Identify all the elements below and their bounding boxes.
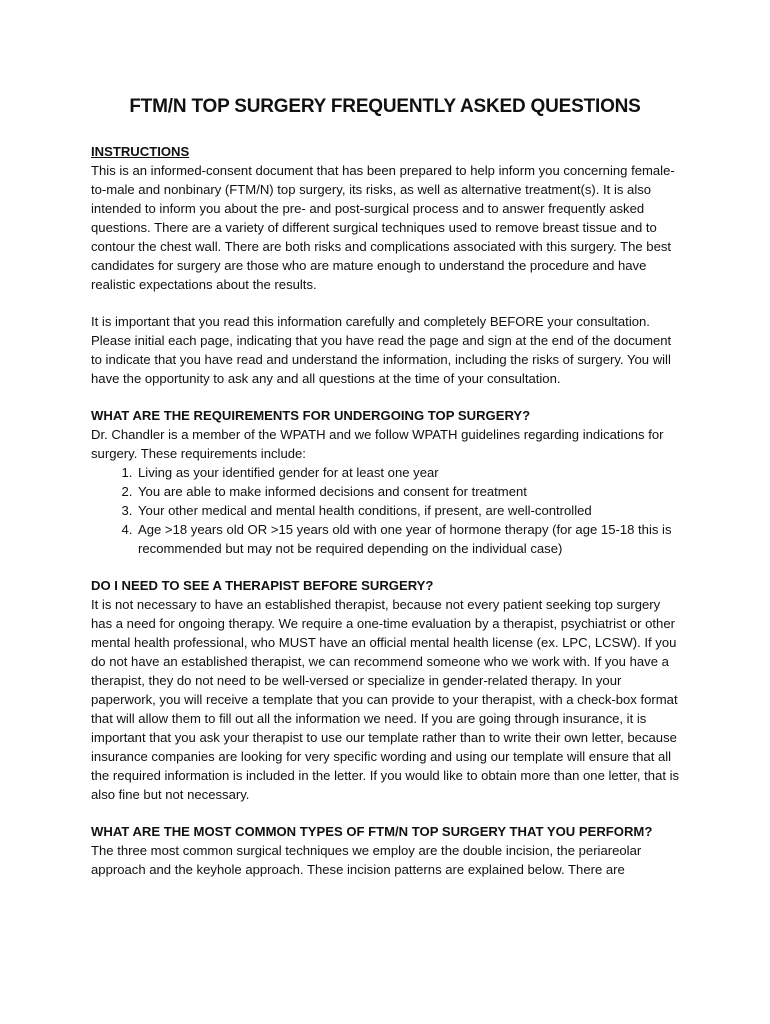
list-item: 4. Age >18 years old OR >15 years old with one year of hormone therapy (for age 15-18 this is recommended but may not be required depending on the individual case) bbox=[136, 520, 681, 558]
surgery-types-section bbox=[91, 822, 681, 879]
document-body bbox=[91, 142, 681, 879]
therapist-heading: DO I NEED TO SEE A THERAPIST BEFORE SURGERY? bbox=[91, 578, 434, 593]
list-item: 1. Living as your identified gender for at least one year bbox=[136, 463, 681, 482]
surgery-types-paragraph: The three most common surgical techniques we employ are the double incision, the periareolar approach and the keyhole approach. These incision patterns are explained below. There are bbox=[91, 843, 642, 877]
instructions-paragraph-2: It is important that you read this information carefully and completely BEFORE your consultation. Please initial each page, indicating that you have read the page and sign at the end of the document to indicate that you have read and understand the information, including the risks of surgery. You will have the opportunity to ask any and all questions at the time of your consultation. bbox=[91, 314, 672, 386]
page-title: FTM/N TOP SURGERY FREQUENTLY ASKED QUESTIONS bbox=[129, 96, 641, 117]
surgery-types-heading: WHAT ARE THE MOST COMMON TYPES OF FTM/N TOP SURGERY THAT YOU PERFORM? bbox=[91, 824, 653, 839]
requirements-heading: WHAT ARE THE REQUIREMENTS FOR UNDERGOING TOP SURGERY? bbox=[91, 408, 531, 423]
requirements-section bbox=[91, 406, 681, 558]
requirements-list bbox=[91, 463, 681, 558]
instructions-heading: INSTRUCTIONS bbox=[91, 144, 190, 159]
list-item: 3. Your other medical and mental health conditions, if present, are well-controlled bbox=[136, 501, 681, 520]
instructions-section bbox=[91, 142, 681, 388]
requirements-intro: Dr. Chandler is a member of the WPATH and we follow WPATH guidelines regarding indications for surgery. These requirements include: bbox=[91, 427, 664, 461]
therapist-paragraph: It is not necessary to have an established therapist, because not every patient seeking top surgery has a need for ongoing therapy. We require a one-time evaluation by a therapist, psychiatrist or other mental health professional, who MUST have an official mental health license (ex. LPC, LCSW). If you do not have an established therapist, we can recommend someone who we work with. If you have a therapist, they do not need to be well-versed or specialize in gender-related therapy. In your paperwork, you will receive a template that you can provide to your therapist, with a check-box format that will allow them to fill out all the information we need. If you are going through insurance, it is important that you ask your therapist to use our template rather than to write their own letter, because insurance companies are looking for very specific wording and using our template will ensure that all the required information is included in the letter. If you would like to obtain more than one letter, that is also fine but not necessary. bbox=[91, 597, 680, 802]
instructions-paragraph-1: This is an informed-consent document that has been prepared to help inform you concerning female-to-male and nonbinary (FTM/N) top surgery, its risks, as well as alternative treatment(s). It is also intended to inform you about the pre- and post-surgical process and to answer frequently asked questions. There are a variety of different surgical techniques used to remove breast tissue and to contour the chest wall. There are both risks and complications associated with this surgery. The best candidates for surgery are those who are mature enough to understand the procedure and have realistic expectations about the results. bbox=[91, 163, 675, 292]
list-item: 2. You are able to make informed decisions and consent for treatment bbox=[136, 482, 681, 501]
therapist-section bbox=[91, 576, 681, 804]
